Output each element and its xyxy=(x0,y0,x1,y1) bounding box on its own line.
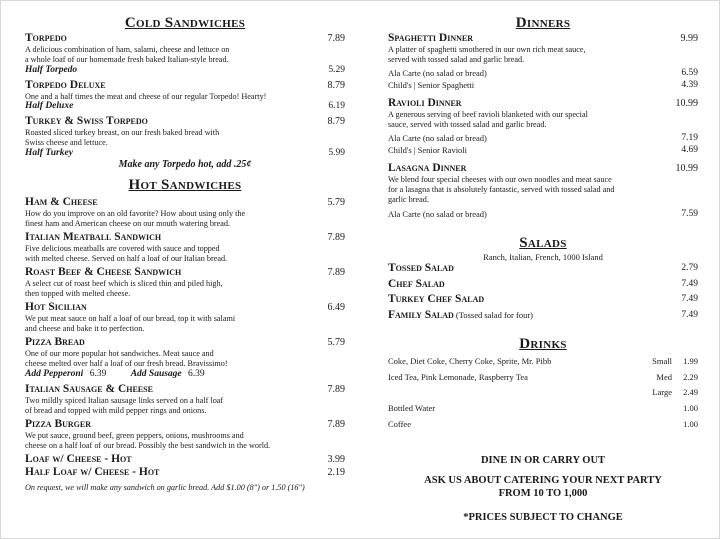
item-name: Spaghetti Dinner xyxy=(388,32,473,44)
item-name: Lasagna Dinner xyxy=(388,162,467,174)
loaf-cheese-item xyxy=(25,453,345,466)
drink-row: Bottled Water 1.00 xyxy=(388,403,698,413)
item-description: then topped with melted cheese. xyxy=(25,289,131,298)
item-name: Torpedo Deluxe xyxy=(25,79,106,91)
roast-beef-item xyxy=(25,266,345,299)
item-price: 6.49 xyxy=(327,302,345,313)
lasagna-ala-carte: Ala Carte (no salad or bread) 7.59 xyxy=(388,209,698,219)
salad-row: Tossed Salad 2.79 xyxy=(388,262,698,274)
turkey-swiss-item xyxy=(25,115,345,148)
item-name: Roast Beef & Cheese Sandwich xyxy=(25,266,182,278)
item-price: 7.89 xyxy=(327,267,345,278)
price-disclaimer: *PRICES SUBJECT TO CHANGE xyxy=(463,512,623,523)
sausage-cheese-item xyxy=(25,383,345,416)
item-description: A delicious combination of ham, salami, cheese and lettuce on xyxy=(25,45,230,54)
pizza-bread-item xyxy=(25,336,345,369)
drink-row: Coke, Diet Coke, Cherry Coke, Sprite, Mr. Pibb Small 1.99 xyxy=(388,356,698,366)
drink-row: Iced Tea, Pink Lemonade, Raspberry Tea Med 2.29 xyxy=(388,372,698,382)
spaghetti-dinner-item xyxy=(388,32,698,65)
item-description: One and a half times the meat and cheese of our regular Torpedo! Hearty! xyxy=(25,92,267,101)
catering-notice: ASK US ABOUT CATERING YOUR NEXT PARTY xyxy=(424,475,662,486)
item-description: cheese melted over half a loaf of our fresh bread. Bravissimo! xyxy=(25,359,228,368)
item-description: cheese on a half loaf of our bread. Possibly the best sandwich in the world. xyxy=(25,441,271,450)
item-price: 8.79 xyxy=(327,116,345,127)
hot-sandwiches-heading: Hot Sandwiches xyxy=(128,177,242,193)
pizza-bread-addons: Add Pepperoni 6.39 Add Sausage 6.39 xyxy=(25,369,205,379)
salad-row: Family Salad (Tossed salad for four) 7.49 xyxy=(388,309,698,321)
ravioli-ala-carte: Ala Carte (no salad or bread) 7.19 xyxy=(388,133,698,143)
item-name: Torpedo xyxy=(25,32,67,44)
item-description: and cheese and bake it to perfection. xyxy=(25,324,145,333)
menu-page: Cold Sandwiches Torpedo 7.89 A delicious combination of ham, salami, cheese and lettuce on a whole loaf of our homemade fresh baked Italian-style bread. Half Torpedo 5.29 Torpedo Deluxe 8.79 One and a half times the meat and cheese of our regular Torpedo! Hearty! Half Deluxe 6.19 Turkey & Swiss Torpedo 8.79 Roasted sliced turkey breast, on our fresh baked bread with Swiss cheese and lettuce. Half Turkey 5.99 Make any Torpedo hot, add .25¢ Hot Sandwiches Ham & Cheese 5.79 How do you improve on an old favorite? How about using only the finest ham and American cheese on our mouth watering bread. Italian Meatball Sandwich 7.89 Five delicious meatballs are covered with sauce and topped with melted cheese. Served on half a loaf of our Italian bread. Roast Beef & Cheese Sandwich 7.89 A select cut of roast beef which is sliced thin and piled high, then topped with melted cheese. Hot Sicilian 6.49 We put meat sauce on half a loaf of our bread, top it with salami and cheese and bake it to perfection. Pizza Bread 5.79 One of our more popular hot sandwiches. Meat sauce and cheese melted over half a loaf of our fresh bread. Bravissimo! Add Pepperoni 6.39 Add Sausage 6.39 Italian Sausage & Cheese 7.89 Two mildly spiced Italian sausage links served on a half loaf of bread and topped with mild pepper rings and onions. Pizza Burger 7.89 We put sauce, ground beef, green peppers, onions, mushrooms and cheese on a half loaf of our bread. Possibly the best sandwich in the world. Loaf w/ Cheese - Hot 3.99 Half Loaf w/ Cheese - Hot 2.19 On request, we will make any sandwich on garlic bread. Add $1.00 (8") or 1.50 (16") Dinners Spaghetti Dinner 9.99 A platter of spaghetti smothered in our own rich meat sauce, served with tossed salad and garlic bread. Ala Carte (no salad or bread) 6.59 Child's | Senior Spaghetti 4.39 Ravioli Dinner 10.99 A generous serving of beef ravioli blanketed with our special sauce, served with tossed salad and garlic bread. Ala Carte (no salad or bread) 7.19 Child's | Senior Ravioli 4.69 Lasagna Dinner 10.99 We blend four special cheeses with our own noodles and meat sauce for a lasagna that is absolutely fantastic, served with tossed salad and garlic bread. Ala Carte (no salad or bread) 7.59 Salads Ranch, Italian, French, 1000 Island Tossed Salad 2.79 Chef Salad 7.49 Turkey Chef Salad 7.49 Family Salad (Tossed salad for four) 7.49 Drinks Coke, Diet Coke, Cherry Coke, Sprite, Mr. Pibb Small 1.99 Iced Tea, Pink Lemonade, Raspberry Tea Med 2.29 Large 2.49 Bottled Water 1.00 Coffee 1.00 DINE IN OR CARRY OUT ASK US ABOUT CATERING YOUR NEXT PARTY FROM 10 TO 1,000 *PRICES SUBJECT TO CHANGE xyxy=(0,0,720,539)
item-price: 10.99 xyxy=(675,98,698,109)
item-price: 7.89 xyxy=(327,232,345,243)
item-name: Ravioli Dinner xyxy=(388,97,462,109)
drinks-heading: Drinks xyxy=(519,336,567,352)
drink-row: Coffee 1.00 xyxy=(388,419,698,429)
ravioli-child-senior: Child's | Senior Ravioli 4.69 xyxy=(388,145,698,155)
dine-in-notice: DINE IN OR CARRY OUT xyxy=(480,455,606,466)
item-price: 7.89 xyxy=(327,419,345,430)
item-price: 7.89 xyxy=(327,33,345,44)
item-price: 8.79 xyxy=(327,80,345,91)
item-price: 10.99 xyxy=(675,163,698,174)
dinners-heading: Dinners xyxy=(515,15,571,31)
half-deluxe-option: Half Deluxe 6.19 xyxy=(25,101,345,111)
item-description: We blend four special cheeses with our own noodles and meat sauce xyxy=(388,175,612,184)
ravioli-dinner-item xyxy=(388,97,698,130)
torpedo-item xyxy=(25,32,345,65)
item-description: We put sauce, ground beef, green peppers, onions, mushrooms and xyxy=(25,431,244,440)
torpedo-deluxe-item xyxy=(25,79,345,102)
item-description: with melted cheese. Served on half a loaf of our Italian bread. xyxy=(25,254,228,263)
item-description: finest ham and American cheese on our mouth watering bread. xyxy=(25,219,231,228)
item-name: Hot Sicilian xyxy=(25,301,87,313)
item-description: One of our more popular hot sandwiches. Meat sauce and xyxy=(25,349,214,358)
catering-range: FROM 10 TO 1,000 xyxy=(498,488,588,499)
ham-cheese-item xyxy=(25,196,345,229)
item-description: Five delicious meatballs are covered with sauce and topped xyxy=(25,244,220,253)
item-name: Pizza Bread xyxy=(25,336,85,348)
item-name: Italian Sausage & Cheese xyxy=(25,383,153,395)
pizza-burger-item xyxy=(25,418,345,451)
item-description: We put meat sauce on half a loaf of our bread, top it with salami xyxy=(25,314,236,323)
item-description: garlic bread. xyxy=(388,195,429,204)
item-description: How do you improve on an old favorite? How about using only the xyxy=(25,209,246,218)
item-description: served with tossed salad and garlic bread. xyxy=(388,55,525,64)
item-name: Turkey & Swiss Torpedo xyxy=(25,115,148,127)
item-description: Roasted sliced turkey breast, on our fresh baked bread with xyxy=(25,128,220,137)
item-description: for a lasagna that is absolutely fantastic, served with tossed salad and xyxy=(388,185,615,194)
lasagna-dinner-item xyxy=(388,162,698,205)
item-name: Half Loaf w/ Cheese - Hot xyxy=(25,466,160,478)
item-price: 9.99 xyxy=(680,33,698,44)
hot-sicilian-item xyxy=(25,301,345,334)
half-torpedo-option: Half Torpedo 5.29 xyxy=(25,65,345,75)
item-description: A platter of spaghetti smothered in our own rich meat sauce, xyxy=(388,45,586,54)
spaghetti-child-senior: Child's | Senior Spaghetti 4.39 xyxy=(388,80,698,90)
item-name: Italian Meatball Sandwich xyxy=(25,231,162,243)
half-turkey-option: Half Turkey 5.99 xyxy=(25,148,345,158)
item-name: Loaf w/ Cheese - Hot xyxy=(25,453,132,465)
salads-heading: Salads xyxy=(519,235,567,251)
item-price: 5.79 xyxy=(327,337,345,348)
half-loaf-cheese-item xyxy=(25,466,345,479)
meatball-item xyxy=(25,231,345,264)
spaghetti-ala-carte: Ala Carte (no salad or bread) 6.59 xyxy=(388,68,698,78)
item-price: 2.19 xyxy=(327,467,345,478)
hot-torpedo-note: Make any Torpedo hot, add .25¢ xyxy=(118,159,252,170)
item-description: A generous serving of beef ravioli blanketed with our special xyxy=(388,110,588,119)
dressing-options: Ranch, Italian, French, 1000 Island xyxy=(483,252,603,262)
item-price: 3.99 xyxy=(327,454,345,465)
item-name: Ham & Cheese xyxy=(25,196,98,208)
item-description: A select cut of roast beef which is sliced thin and piled high, xyxy=(25,279,223,288)
garlic-bread-note: On request, we will make any sandwich on garlic bread. Add $1.00 (8") or 1.50 (16") xyxy=(25,483,305,492)
item-name: Pizza Burger xyxy=(25,418,92,430)
item-price: 7.89 xyxy=(327,384,345,395)
item-description: Two mildly spiced Italian sausage links served on a half loaf xyxy=(25,396,224,405)
item-description: of bread and topped with mild pepper rings and onions. xyxy=(25,406,207,415)
item-description: a whole loaf of our homemade fresh baked Italian-style bread. xyxy=(25,55,229,64)
salad-row: Turkey Chef Salad 7.49 xyxy=(388,293,698,305)
item-description: sauce, served with tossed salad and garlic bread. xyxy=(388,120,547,129)
salad-row: Chef Salad 7.49 xyxy=(388,278,698,290)
item-price: 5.79 xyxy=(327,197,345,208)
cold-sandwiches-heading: Cold Sandwiches xyxy=(124,15,246,31)
item-description: Swiss cheese and lettuce. xyxy=(25,138,108,147)
